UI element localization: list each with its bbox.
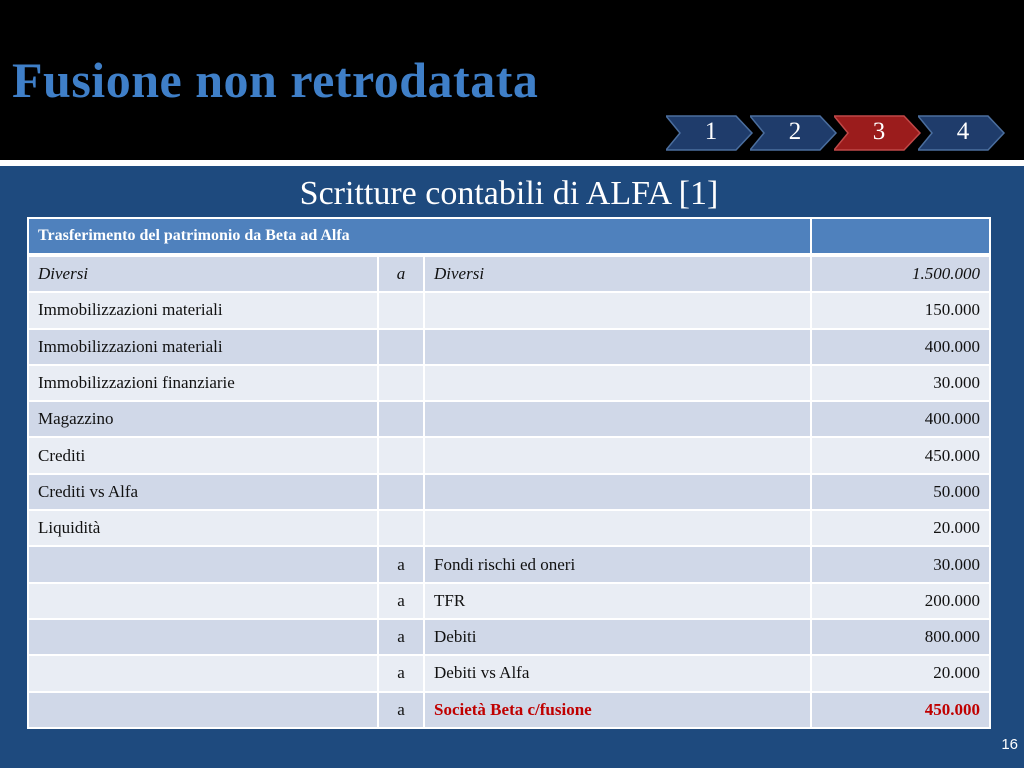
page-number: 16 xyxy=(1001,736,1018,753)
connector-cell xyxy=(378,510,424,546)
amount-cell: 30.000 xyxy=(811,546,990,582)
nav-item-4[interactable] xyxy=(918,114,1006,152)
nav-item-label: 2 xyxy=(788,118,802,145)
credit-cell: Diversi xyxy=(424,255,811,292)
header-amount xyxy=(811,218,990,255)
credit-cell xyxy=(424,437,811,473)
credit-cell xyxy=(424,474,811,510)
connector-cell xyxy=(378,401,424,437)
amount-cell: 400.000 xyxy=(811,401,990,437)
nav-item-label: 4 xyxy=(956,118,970,145)
slide-title: Fusione non retrodatata xyxy=(12,52,539,108)
debit-cell xyxy=(28,546,378,582)
credit-cell xyxy=(424,292,811,328)
header-divider xyxy=(0,160,1024,166)
table-row xyxy=(28,329,990,365)
nav-item-3-active[interactable] xyxy=(834,114,922,152)
table-row xyxy=(28,583,990,619)
connector-cell: a xyxy=(378,692,424,728)
amount-cell: 450.000 xyxy=(811,692,990,728)
amount-cell: 450.000 xyxy=(811,437,990,473)
amount-cell: 200.000 xyxy=(811,583,990,619)
table-row xyxy=(28,510,990,546)
amount-cell: 20.000 xyxy=(811,510,990,546)
table-row xyxy=(28,365,990,401)
nav-item-1[interactable] xyxy=(666,114,754,152)
ledger-table xyxy=(27,217,991,729)
slide-subtitle: Scritture contabili di ALFA [1] xyxy=(299,175,719,212)
connector-cell: a xyxy=(378,655,424,691)
debit-cell: Immobilizzazioni materiali xyxy=(28,329,378,365)
debit-cell: Crediti vs Alfa xyxy=(28,474,378,510)
nav-item-label: 3 xyxy=(872,118,886,145)
connector-cell: a xyxy=(378,255,424,292)
slide-header xyxy=(0,0,1024,160)
amount-cell: 20.000 xyxy=(811,655,990,691)
table-row xyxy=(28,292,990,328)
debit-cell xyxy=(28,655,378,691)
table-row xyxy=(28,437,990,473)
credit-cell xyxy=(424,510,811,546)
credit-cell: Debiti vs Alfa xyxy=(424,655,811,691)
section-nav xyxy=(666,114,1002,152)
credit-cell: TFR xyxy=(424,583,811,619)
nav-item-label: 1 xyxy=(704,118,718,145)
amount-cell: 800.000 xyxy=(811,619,990,655)
table-row-highlighted xyxy=(28,692,990,728)
table-row xyxy=(28,255,990,292)
debit-cell xyxy=(28,619,378,655)
amount-cell: 50.000 xyxy=(811,474,990,510)
credit-cell xyxy=(424,365,811,401)
amount-cell: 400.000 xyxy=(811,329,990,365)
table-row xyxy=(28,401,990,437)
credit-cell xyxy=(424,401,811,437)
table-row xyxy=(28,474,990,510)
debit-cell: Diversi xyxy=(28,255,378,292)
credit-cell: Debiti xyxy=(424,619,811,655)
debit-cell: Liquidità xyxy=(28,510,378,546)
credit-cell: Fondi rischi ed oneri xyxy=(424,546,811,582)
connector-cell xyxy=(378,292,424,328)
header-description: Trasferimento del patrimonio da Beta ad Alfa xyxy=(28,218,811,255)
debit-cell: Immobilizzazioni materiali xyxy=(28,292,378,328)
debit-cell xyxy=(28,692,378,728)
table-header-row xyxy=(28,218,990,255)
connector-cell: a xyxy=(378,583,424,619)
amount-cell: 150.000 xyxy=(811,292,990,328)
table-row xyxy=(28,546,990,582)
table-row xyxy=(28,655,990,691)
amount-cell: 30.000 xyxy=(811,365,990,401)
connector-cell xyxy=(378,329,424,365)
nav-item-2[interactable] xyxy=(750,114,838,152)
debit-cell: Magazzino xyxy=(28,401,378,437)
connector-cell: a xyxy=(378,546,424,582)
credit-cell xyxy=(424,329,811,365)
debit-cell xyxy=(28,583,378,619)
table-row xyxy=(28,619,990,655)
debit-cell: Crediti xyxy=(28,437,378,473)
credit-cell: Società Beta c/fusione xyxy=(424,692,811,728)
connector-cell xyxy=(378,474,424,510)
connector-cell: a xyxy=(378,619,424,655)
connector-cell xyxy=(378,365,424,401)
connector-cell xyxy=(378,437,424,473)
debit-cell: Immobilizzazioni finanziarie xyxy=(28,365,378,401)
amount-cell: 1.500.000 xyxy=(811,255,990,292)
